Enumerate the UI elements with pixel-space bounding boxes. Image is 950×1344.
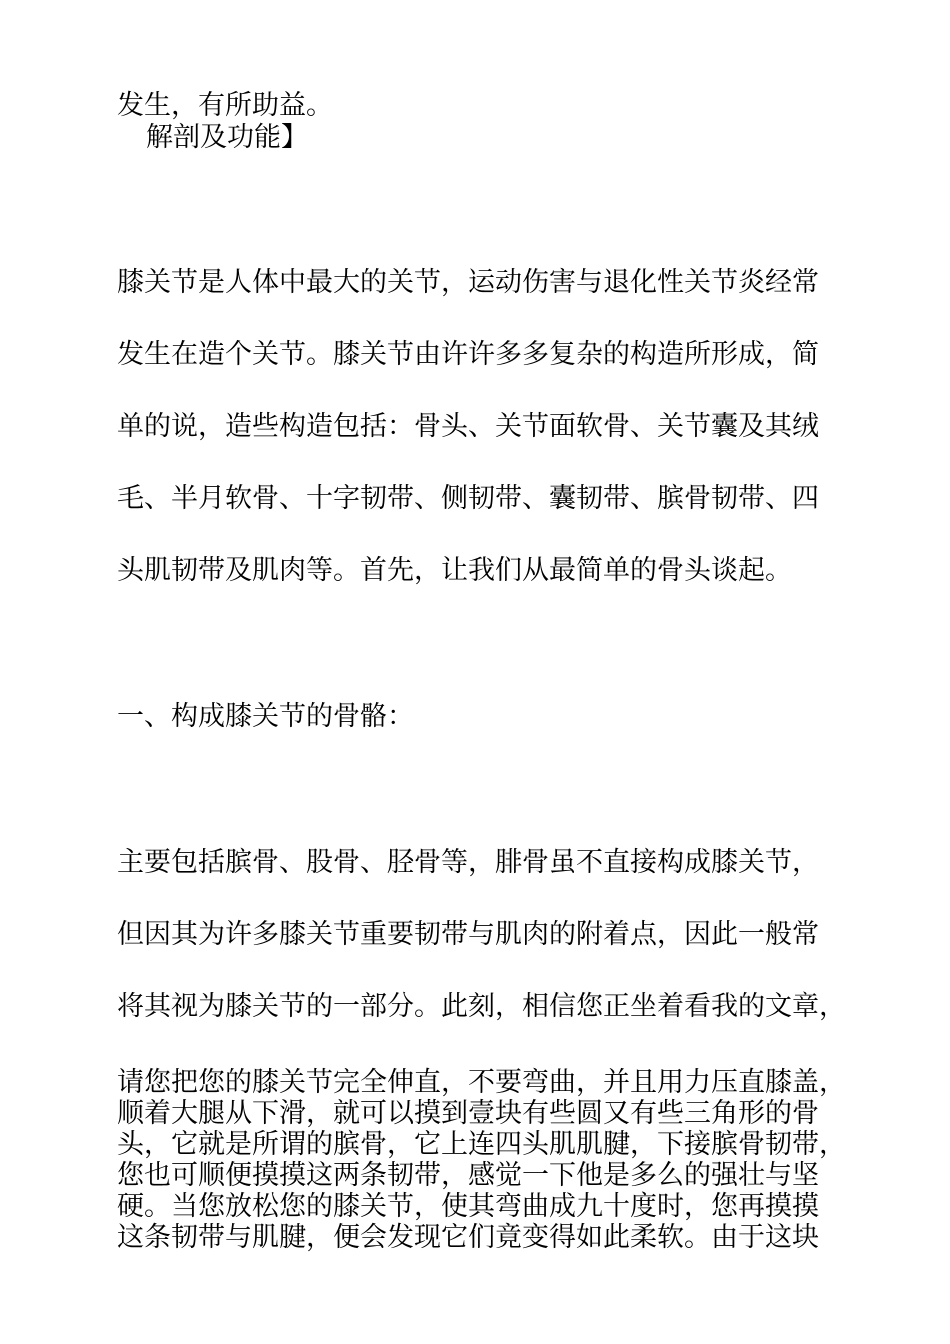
paragraph-2-line-2: 但因其为许多膝关节重要韧带与肌肉的附着点，因此一般常 bbox=[117, 919, 819, 950]
intro-line-1: 发生，有所助益。 bbox=[117, 90, 333, 121]
paragraph-3-line-1: 请您把您的膝关节完全伸直，不要弯曲，并且用力压直膝盖， bbox=[117, 1067, 846, 1098]
paragraph-2-line-3: 将其视为膝关节的一部分。此刻，相信您正坐着看我的文章， bbox=[117, 991, 846, 1022]
paragraph-3-line-2: 顺着大腿从下滑，就可以摸到壹块有些圆又有些三角形的骨 bbox=[117, 1098, 819, 1129]
paragraph-2-line-1: 主要包括膑骨、股骨、胫骨等，腓骨虽不直接构成膝关节， bbox=[117, 847, 819, 878]
paragraph-3-line-3: 头，它就是所谓的膑骨，它上连四头肌肌腱，下接膑骨韧带， bbox=[117, 1129, 846, 1160]
section-heading: 一、构成膝关节的骨骼： bbox=[117, 701, 414, 732]
paragraph-1-line-3: 单的说，造些构造包括：骨头、关节面软骨、关节囊及其绒 bbox=[117, 411, 819, 442]
paragraph-1-line-1: 膝关节是人体中最大的关节，运动伤害与退化性关节炎经常 bbox=[117, 267, 819, 298]
intro-line-2: 解剖及功能】 bbox=[146, 122, 308, 153]
paragraph-1-line-2: 发生在造个关节。膝关节由许许多多复杂的构造所形成，简 bbox=[117, 339, 819, 370]
paragraph-3-line-5: 硬。当您放松您的膝关节，使其弯曲成九十度时，您再摸摸 bbox=[117, 1191, 819, 1222]
paragraph-3-line-6: 这条韧带与肌腱，便会发现它们竟变得如此柔软。由于这块 bbox=[117, 1222, 819, 1253]
paragraph-1-line-4: 毛、半月软骨、十字韧带、侧韧带、囊韧带、膑骨韧带、四 bbox=[117, 483, 819, 514]
paragraph-1-line-5: 头肌韧带及肌肉等。首先，让我们从最简单的骨头谈起。 bbox=[117, 555, 792, 586]
paragraph-3-line-4: 您也可顺便摸摸这两条韧带，感觉一下他是多么的强壮与坚 bbox=[117, 1160, 819, 1191]
